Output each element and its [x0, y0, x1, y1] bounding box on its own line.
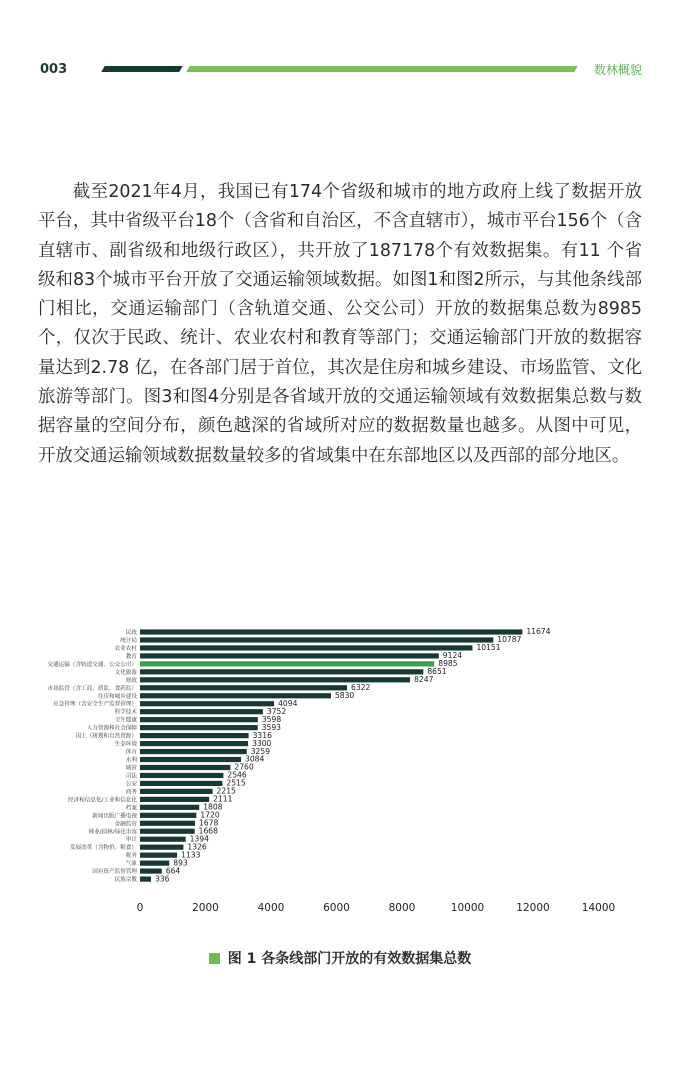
value-label: 3084 — [245, 754, 265, 764]
chart-bar — [140, 845, 183, 850]
value-label: 1133 — [181, 850, 201, 860]
category-label: 新闻出版广播电视 — [92, 813, 137, 820]
value-label: 10787 — [497, 635, 522, 645]
category-label: 经济和信息化/工业和信息化 — [67, 797, 137, 804]
value-label: 3316 — [252, 730, 272, 740]
category-label: 金融监管 — [114, 821, 137, 828]
category-label: 国土（规划和自然资源） — [75, 733, 137, 740]
category-label: 应急管理（含安全生产监督管理） — [53, 701, 137, 708]
page-number: 003 — [40, 62, 68, 77]
category-label: 体育 — [125, 749, 137, 756]
value-label: 3259 — [250, 746, 271, 756]
category-label: 气象 — [125, 861, 137, 868]
chart-bar — [140, 733, 249, 738]
value-label: 8985 — [438, 659, 458, 669]
value-label: 8247 — [414, 675, 434, 685]
x-tick-label: 14000 — [581, 902, 616, 914]
category-label: 档案 — [125, 805, 137, 812]
value-label: 1394 — [189, 834, 209, 844]
value-label: 3300 — [252, 738, 272, 748]
category-label: 民政 — [125, 630, 137, 636]
chart-bar — [140, 853, 177, 858]
value-label: 8651 — [427, 667, 447, 677]
chart-bar — [140, 837, 186, 842]
chart-bar — [140, 637, 493, 642]
chart-bar — [140, 757, 241, 762]
chart-bar — [140, 829, 195, 834]
brand-label: 数林概貌 — [594, 63, 643, 77]
value-label: 5830 — [334, 690, 355, 700]
chart-bar — [140, 629, 522, 634]
chart-bar — [140, 725, 258, 730]
x-tick-label: 12000 — [516, 902, 550, 914]
category-label: 公安 — [125, 781, 137, 788]
caption-text: 图 1 各条线部门开放的有效数据集总数 — [227, 951, 472, 967]
value-label: 2546 — [227, 770, 247, 780]
category-label: 水利 — [125, 757, 137, 764]
chart-bar — [140, 805, 199, 810]
category-label: 文化旅游 — [114, 669, 137, 676]
x-tick-label: 8000 — [388, 902, 416, 914]
header-rule-green — [186, 66, 577, 72]
value-label: 6322 — [351, 682, 371, 692]
value-label: 336 — [155, 874, 170, 884]
category-label: 城管 — [125, 765, 137, 772]
chart-bar — [140, 693, 331, 698]
chart-bar — [140, 821, 195, 826]
figure-caption — [0, 948, 680, 968]
chart-bar — [140, 741, 248, 746]
chart-bar — [140, 669, 423, 674]
chart-bar — [140, 765, 230, 770]
chart-bar — [140, 861, 169, 866]
x-tick-label: 0 — [136, 902, 144, 914]
category-label: 卫生健康 — [114, 717, 137, 724]
value-label: 1720 — [200, 810, 220, 820]
category-label: 财政 — [125, 677, 137, 684]
x-tick-label: 4000 — [257, 902, 285, 914]
chart-bar — [140, 749, 247, 754]
caption-marker-icon — [209, 953, 220, 964]
category-label: 林业/园林/绿化市容 — [88, 829, 137, 836]
chart-bar — [140, 717, 258, 722]
category-label: 民族宗教 — [114, 877, 137, 884]
category-label: 发展改革（含物价、粮食） — [69, 845, 137, 852]
value-label: 2515 — [226, 778, 246, 788]
value-label: 1326 — [187, 842, 207, 852]
value-label: 2111 — [213, 794, 233, 804]
x-tick-label: 6000 — [323, 902, 350, 914]
value-label: 9124 — [442, 651, 463, 661]
chart-bar — [140, 797, 209, 802]
value-label: 1808 — [203, 802, 223, 812]
chart-bar — [140, 813, 196, 818]
value-label: 10151 — [476, 643, 501, 653]
category-label: 国有资产监督管理 — [92, 869, 137, 876]
category-label: 生态环境 — [114, 741, 137, 748]
chart-bar — [140, 677, 410, 682]
body-paragraph: 截至2021年4月，我国已有174个省级和城市的地方政府上线了数据开放平台，其中省级平台18个（含省和自治区，不含直辖市），城市平台156个（含直辖市、副省级和地级行政区），共开放了187178个有效数据集。有11 个省级和83个城市平台开放了交通运输领域数据。如图1和图2所示，与其他条线部门相比，交通运输部门（含轨道交通、公交公司）开放的数据集总数为8985个，仅次于民政、统计、农业农村和教育等部门；交通运输部门开放的数据容量达到2.78 亿，在各部门居于首位，其次是住房和城乡建设、市场监管、文化旅游等部门。图3和图4分别是各省域开放的交通运输领域有效数据集总数与数据容量的空间分布，颜色越深的省域所对应的数据数量也越多。从图中可见，开放交通运输领域数据数量较多的省域集中在东部地区以及西部的部分地区。 — [38, 182, 642, 466]
value-label: 11674 — [526, 627, 551, 637]
category-label: 人力资源和社会保障 — [86, 725, 137, 732]
value-label: 1678 — [198, 818, 219, 828]
value-label: 664 — [165, 866, 181, 876]
category-label: 司法 — [125, 773, 137, 780]
category-label: 教育 — [125, 653, 137, 660]
chart-bar — [140, 869, 162, 874]
chart-bar — [140, 661, 434, 666]
chart-bar — [140, 685, 347, 690]
bar-chart — [36, 622, 636, 920]
chart-bar — [140, 709, 263, 714]
category-label: 交通运输（含轨道交通、公交公司） — [47, 661, 137, 668]
value-label: 893 — [173, 858, 188, 868]
chart-bar — [140, 645, 472, 650]
value-label: 3598 — [261, 714, 282, 724]
category-label: 住房和城乡建设 — [97, 693, 137, 700]
chart-bar — [140, 701, 274, 706]
value-label: 2760 — [234, 762, 254, 772]
category-label: 商务 — [125, 789, 137, 796]
value-label: 1668 — [198, 826, 218, 836]
value-label: 3593 — [261, 722, 281, 732]
chart-bar — [140, 773, 223, 778]
chart-bar — [140, 781, 222, 786]
value-label: 2215 — [216, 786, 236, 796]
x-tick-label: 2000 — [192, 902, 219, 914]
value-label: 4094 — [278, 698, 298, 708]
category-label: 农业农村 — [114, 645, 137, 652]
category-label: 税务 — [125, 853, 137, 860]
header-rule-dark — [101, 66, 182, 72]
category-label: 统计局 — [120, 637, 137, 644]
category-label: 市场监管（含工商、质监、食药监） — [47, 685, 137, 692]
value-label: 3752 — [266, 706, 287, 716]
chart-bar — [140, 653, 439, 658]
category-label: 科学技术 — [114, 709, 137, 716]
chart-bar — [140, 876, 151, 881]
x-tick-label: 10000 — [450, 902, 485, 914]
chart-bar — [140, 789, 213, 794]
category-label: 审计 — [125, 837, 137, 844]
